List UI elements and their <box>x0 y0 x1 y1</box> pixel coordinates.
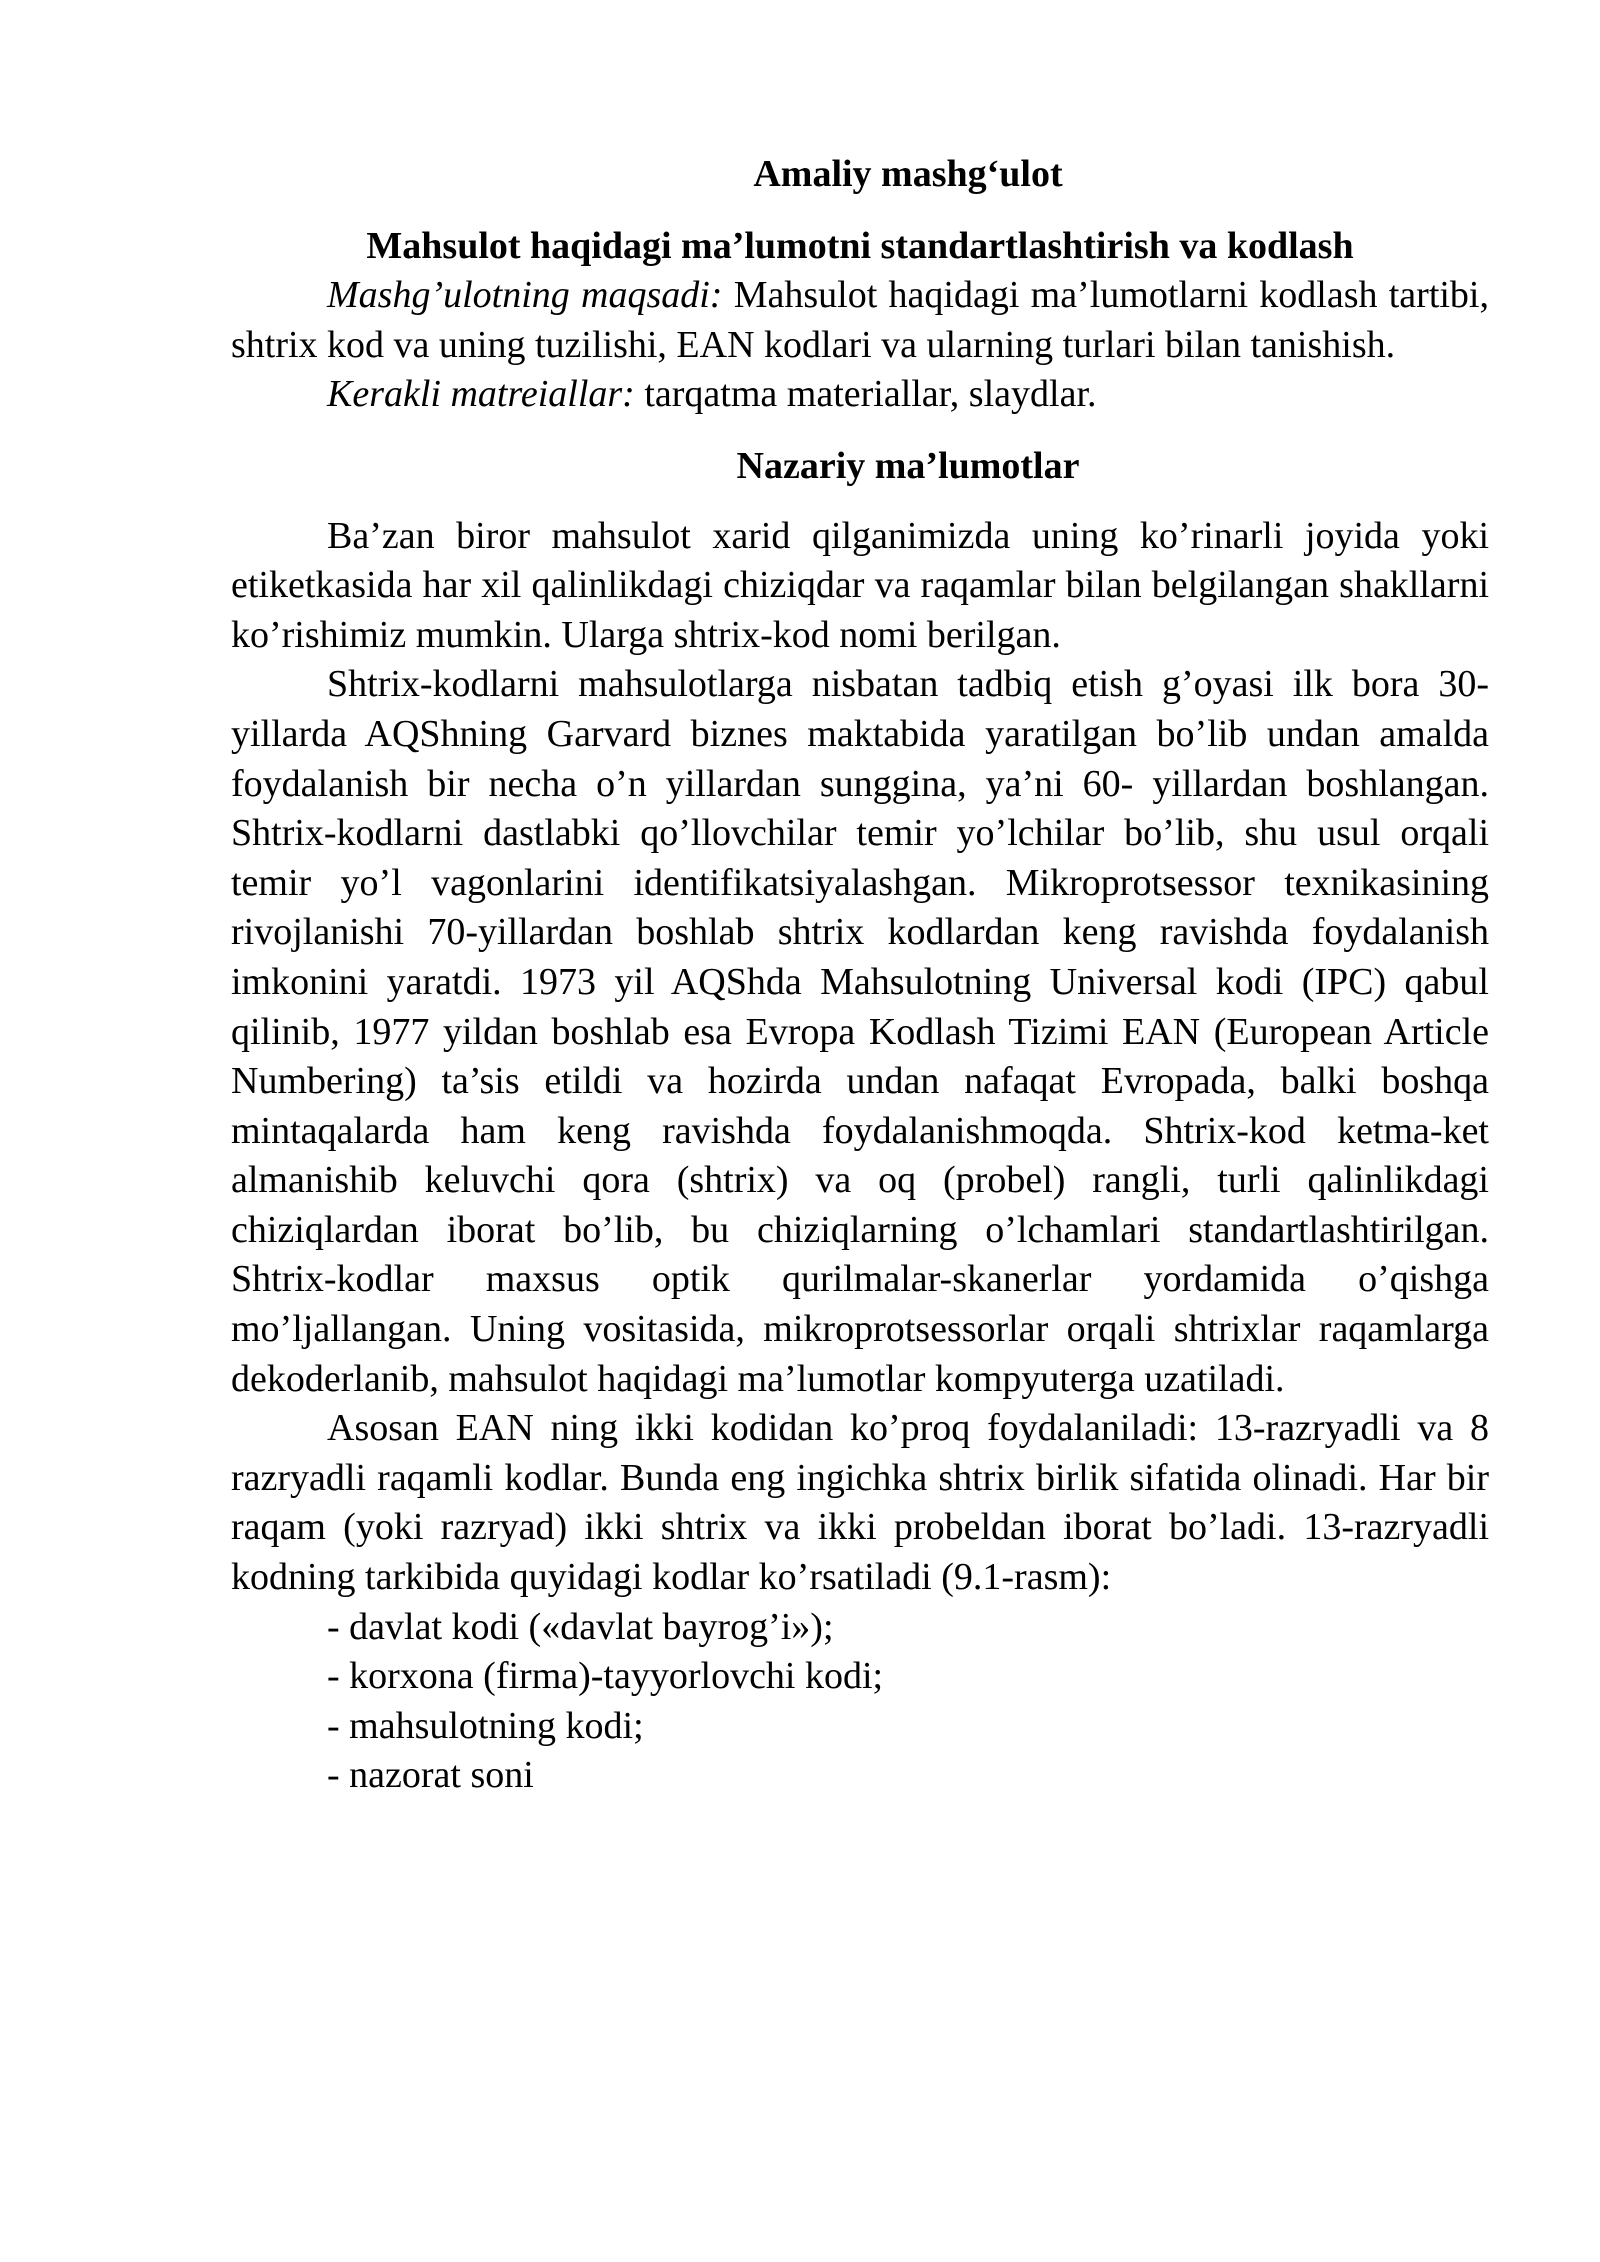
body-paragraph-3: Asosan EAN ning ikki kodidan ko’proq foydalaniladi: 13-razryadli va 8 razryadli raqamli kodlar. Bunda eng ingichka shtrix birlik sifatida olinadi. Har bir raqam (yoki razryad) ikki shtrix va ikki probeldan iborat bo’ladi. 13-razryadli kodning tarkibida quyidagi kodlar ko’rsatiladi (9.1-rasm): <box>231 1407 1489 1599</box>
code-components-list <box>231 1603 1489 1801</box>
list-item: - nazorat soni <box>327 1754 534 1797</box>
list-item: - mahsulotning kodi; <box>327 1704 644 1747</box>
materials-text: tarqatma materiallar, slaydlar. <box>634 373 1097 416</box>
list-item: - korxona (firma)-tayyorlovchi kodi; <box>327 1655 884 1698</box>
goal-paragraph <box>231 271 1489 370</box>
document-title: Amaliy mashg‘ulot <box>753 153 1063 195</box>
section-title: Nazariy ma’lumotlar <box>736 444 1080 487</box>
body-paragraph-2: Shtrix-kodlarni mahsulotlarga nisbatan tadbiq etish g’oyasi ilk bora 30-yillarda AQShning Garvard biznes maktabida yaratilgan bo’lib undan amalda foydalanish bir necha o’n yillardan sunggina, ya’ni 60- yillardan boshlangan. Shtrix-kodlarni dastlabki qo’llovchilar temir yo’lchilar bo’lib, shu usul orqali temir yo’l vagonlarini identifikatsiyalashgan. Mikroprotsessor texnikasining rivojlanishi 70-yillardan boshlab shtrix kodlardan keng ravishda foydalanish imkonini yaratdi. 1973 yil AQShda Mahsulotning Universal kodi (IPC) qabul qilinib, 1977 yildan boshlab esa Evropa Kodlash Tizimi EAN (European Article Numbering) ta’sis etildi va hozirda undan nafaqat Evropada, balki boshqa mintaqalarda ham keng ravishda foydalanishmoqda. Shtrix-kod ketma-ket almanishib keluvchi qora (shtrix) va oq (probel) rangli, turli qalinlikdagi chiziqlardan iborat bo’lib, bu chiziqlarning o’lchamlari standartlashtirilgan. Shtrix-kodlar maxsus optik qurilmalar-skanerlar yordamida o’qishga mo’ljallangan. Uning vositasida, mikroprotsessorlar orqali shtrixlar raqamlarga dekoderlanib, mahsulot haqidagi ma’lumotlar kompyuterga uzatiladi. <box>231 663 1489 1400</box>
body-paragraph-1: Ba’zan biror mahsulot xarid qilganimizda uning ko’rinarli joyida yoki etiketkasida har xil qalinlikdagi chiziqdar va raqamlar bilan belgilangan shakllarni ko’rishimiz mumkin. Ularga shtrix-kod nomi berilgan. <box>231 514 1489 656</box>
goal-label: Mashg’ulotning maqsadi: <box>327 274 723 317</box>
document-page <box>231 150 1489 1801</box>
materials-paragraph <box>231 370 1489 420</box>
document-subtitle: Mahsulot haqidagi ma’lumotni standartlashtirish va kodlash <box>366 224 1354 267</box>
list-item: - davlat kodi («davlat bayrog’i»); <box>327 1605 834 1648</box>
materials-label: Kerakli matreiallar: <box>327 373 635 416</box>
goal-text: Mahsulot haqidagi ma’lumotlarni kodlash tartibi, shtrix kod va uning tuzilishi, EAN kodlari va ularning turlari bilan tanishish. <box>231 274 1489 366</box>
